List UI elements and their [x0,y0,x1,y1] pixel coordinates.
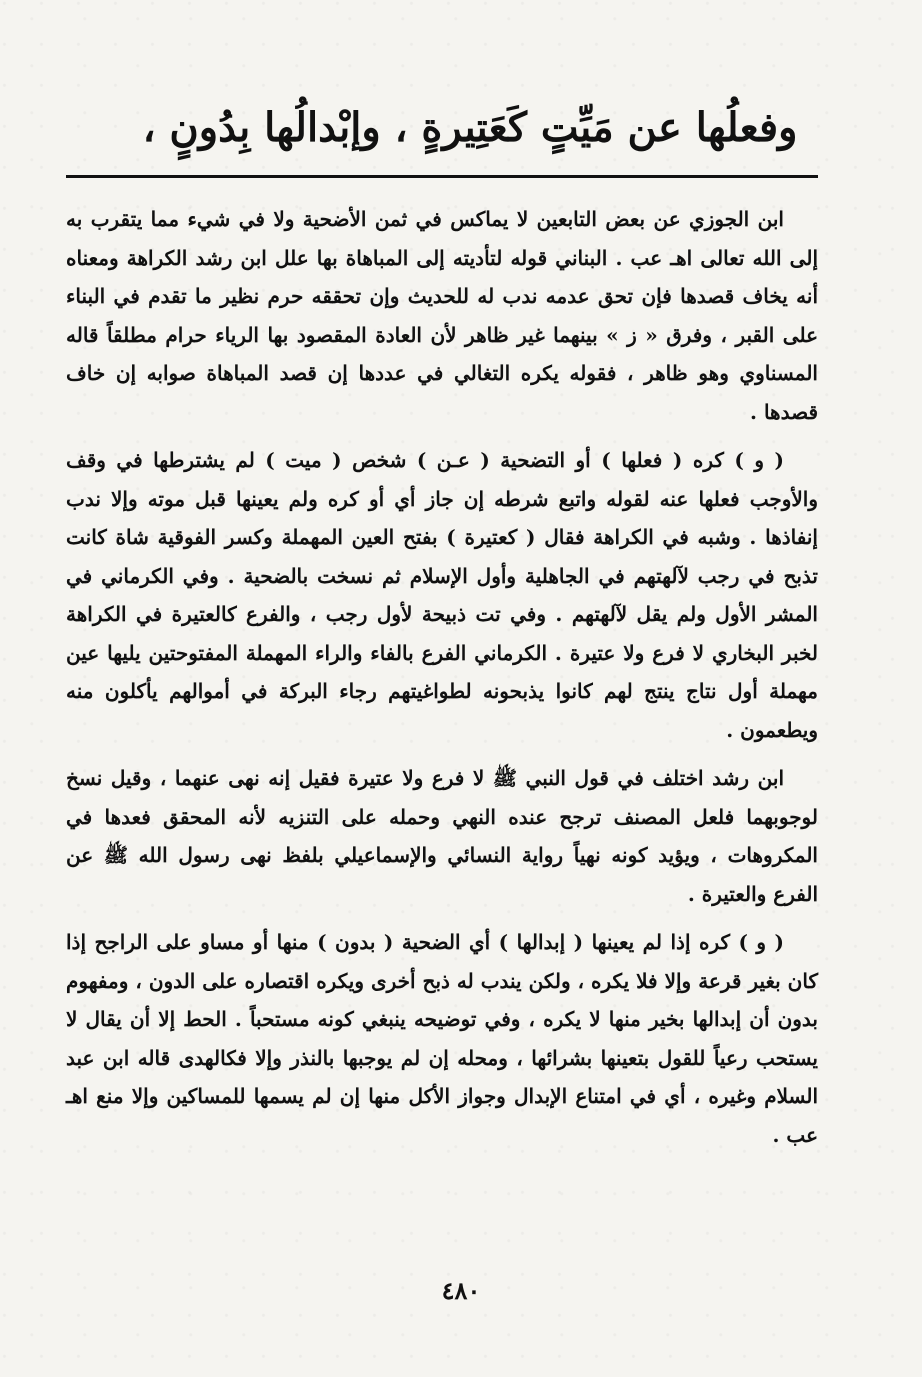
page-heading: وفعلُها عن مَيِّتٍ كَعَتِيرةٍ ، وإبْدالُها بِدُونٍ ، [142,104,798,151]
paragraph-4: ( و ) كره إذا لم يعينها ( إبدالها ) أي الضحية ( بدون ) منها أو مساو على الراجح إذا كان بغير قرعة وإلا فلا يكره ، ولكن يندب له ذبح أخرى ويكره اقتصاره على الدون ، ومفهوم بدون أن إبدالها بخير منها لا يكره ، وفي توضيحه ينبغي كونه مستحباً . الحط إلا أن يقال لا يستحب رعياً للقول بتعينها بشرائها ، ومحله إن لم يوجبها بالنذر وإلا فكالهدى قاله ابن عبد السلام وغيره ، أي في امتناع الإبدال وجواز الأكل منها إن لم يسمها للمساكين وإلا منع اهـ عب . [66,930,818,1147]
commentary-body [66,200,818,1164]
paragraph-2: ( و ) كره ( فعلها ) أو التضحية ( عـن ) شخص ( ميت ) لم يشترطها في وقف والأوجب فعلها عنه لقوله واتبع شرطه إن جاز أي أو كره ولم يعينها قبل موته وإلا ندب إنفاذها . وشبه في الكراهة فقال ( كعتيرة ) بفتح العين المهملة وكسر الفوقية شاة كانت تذبح في رجب لآلهتهم في الجاهلية وأول الإسلام ثم نسخت بالضحية . وفي الكرماني في المشر الأول ولم يقل لآلهتهم . وفي تت ذبيحة لأول رجب ، والفرع كالعتيرة في الكراهة لخبر البخاري لا فرع ولا عتيرة . الكرماني الفرع بالفاء والراء المهملة المفتوحتين يليها عين مهملة أول نتاج ينتج لهم كانوا يذبحونه لطواغيتهم رجاء البركة في أموالهم يأكلون منه ويطعمون . [66,448,818,742]
paragraph-1: ابن الجوزي عن بعض التابعين لا يماكس في ثمن الأضحية ولا في شيء مما يتقرب به إلى الله تعالى اهـ عب . البناني قوله لتأديته إلى المباهاة بها علل ابن رشد الكراهة ومعناه أنه يخاف قصدها فإن تحق عدمه ندب له للحديث وإن تحققه حرم نظير ما تقدم في البناء على القبر ، وفرق « ز » بينهما غير ظاهر لأن العادة المقصود بها الرياء حرام مطلقاً قاله المسناوي وهو ظاهر ، فقوله يكره التغالي في عددها إن قصد المباهاة صوابه إن خاف قصدها . [66,207,818,424]
page-number: ٤٨٠ [441,1276,481,1305]
heading-divider [66,175,818,178]
paragraph-3: ابن رشد اختلف في قول النبي ﷺ لا فرع ولا عتيرة فقيل إنه نهى عنهما ، وقيل نسخ لوجوبهما فلعل المصنف ترجح عنده النهي وحمله على التنزيه لأنه المحقق فعدها في المكروهات ، ويؤيد كونه نهياً رواية النسائي والإسماعيلي بلفظ نهى رسول الله ﷺ عن الفرع والعتيرة . [66,766,818,906]
